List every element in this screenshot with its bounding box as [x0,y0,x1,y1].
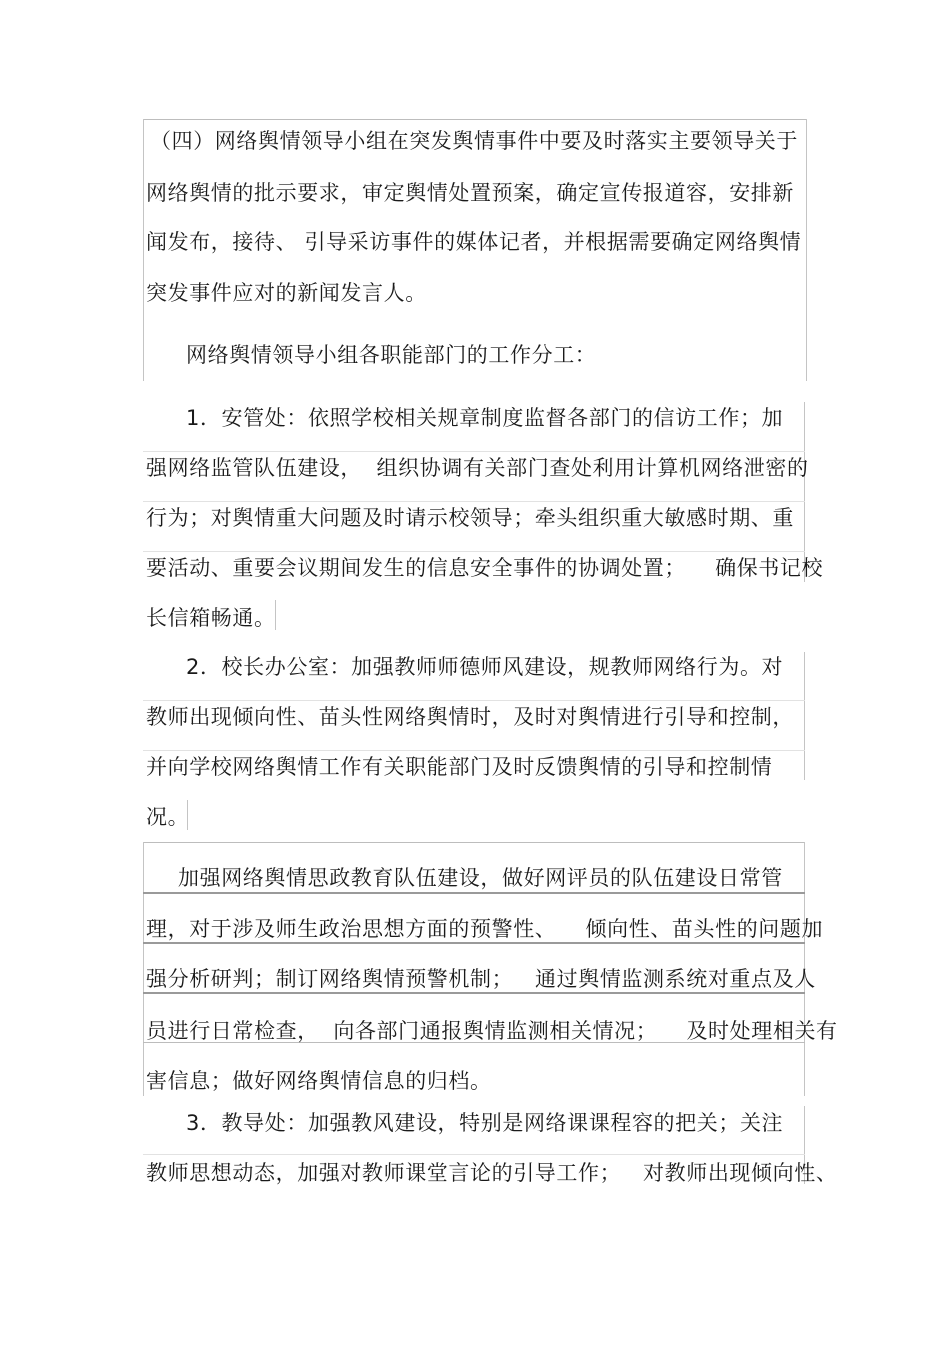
paragraph-line: 教师出现倾向性、苗头性网络舆情时，及时对舆情进行引导和控制， [146,705,794,729]
box-top-rule [143,119,807,120]
paragraph-line: 加强网络舆情思政教育队伍建设，做好网评员的队伍建设日常管 [178,866,783,890]
paragraph-line: 教师思想动态，加强对教师课堂言论的引导工作； 对教师出现倾向性、 [146,1161,838,1185]
box2-row-rule [143,942,805,944]
paragraph-line: 害信息；做好网络舆情信息的归档。 [146,1069,492,1093]
paragraph-line: 突发事件应对的新闻发言人。 [146,281,427,305]
section-heading: 网络舆情领导小组各职能部门的工作分工： [186,343,597,367]
paragraph-line: 网络舆情的批示要求，审定舆情处置预案，确定宣传报道容，安排新 [146,181,794,205]
cell-rule [143,700,805,701]
paragraph-line: （四）网络舆情领导小组在突发舆情事件中要及时落实主要领导关于 [150,129,798,153]
paragraph-line: 要活动、重要会议期间发生的信息安全事件的协调处置； 确保书记校 [146,556,824,580]
box2-top-rule [143,842,805,843]
box2-row-rule [143,892,805,894]
cell-rule [143,750,805,751]
cell-right-border [804,652,805,780]
box2-left-border [143,842,144,1096]
cell-rule [143,1154,805,1155]
paragraph-line: 强网络监管队伍建设， 组织协调有关部门查处利用计算机网络泄密的 [146,456,809,480]
cell-rule [143,501,805,502]
paragraph-line: 1．安管处：依照学校相关规章制度监督各部门的信访工作；加 [186,406,784,430]
paragraph-line: 3．教导处：加强教风建设，特别是网络课课程容的把关；关注 [186,1111,784,1135]
paragraph-line: 理，对于涉及师生政治思想方面的预警性、 倾向性、苗头性的问题加 [146,917,824,941]
paragraph-line: 2．校长办公室：加强教师师德师风建设，规教师网络行为。对 [186,655,784,679]
paragraph-line: 强分析研判；制订网络舆情预警机制； 通过舆情监测系统对重点及人 [146,967,816,991]
paragraph-line: 况。 [146,805,190,829]
paragraph-line: 行为；对舆情重大问题及时请示校领导；牵头组织重大敏感时期、重 [146,506,794,530]
paragraph-line: 并向学校网络舆情工作有关职能部门及时反馈舆情的引导和控制情 [146,755,773,779]
paragraph-line: 员进行日常检查， 向各部门通报舆情监测相关情况； 及时处理相关有 [146,1019,838,1043]
box-left-border [143,119,144,381]
paragraph-line: 闻发布，接待、 引导采访事件的媒体记者，并根据需要确定网络舆情 [146,230,802,254]
cell-rule [143,451,805,452]
box-right-border [806,119,807,381]
box2-row-rule [143,992,805,994]
paragraph-line: 长信箱畅通。 [146,606,276,630]
cell-rule [143,551,805,552]
